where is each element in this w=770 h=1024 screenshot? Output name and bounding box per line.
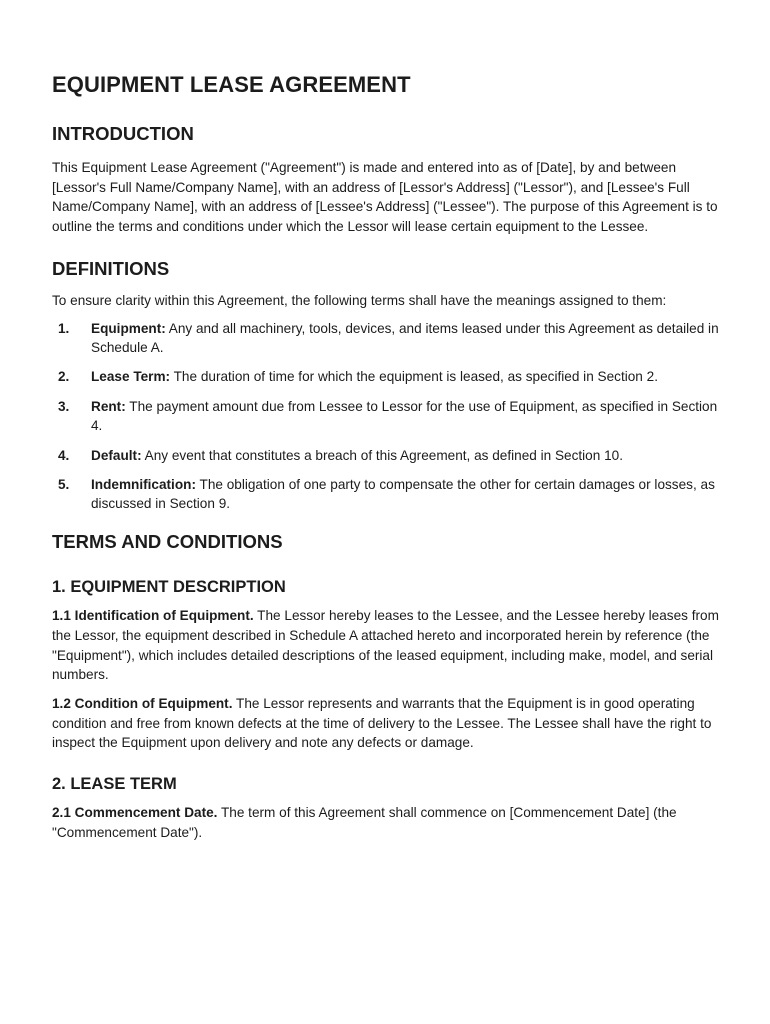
definition-term: Equipment: <box>91 320 166 336</box>
list-item <box>52 397 720 436</box>
definition-text: The duration of time for which the equipment is leased, as specified in Section 2. <box>170 369 658 385</box>
definition-text: Any event that constitutes a breach of this Agreement, as defined in Section 10. <box>141 447 623 463</box>
list-item <box>52 367 720 387</box>
clause-1-1 <box>52 606 720 685</box>
definition-text: Any and all machinery, tools, devices, and items leased under this Agreement as detailed in Schedule A. <box>91 320 719 356</box>
introduction-paragraph: This Equipment Lease Agreement ("Agreement") is made and entered into as of [Date], by and between [Lessor's Full Name/Company Name], with an address of [Lessor's Address] ("Lessor"), and [Lessee's Full Name/Company Name], with an address of [Lessee's Address] ("Lessee"). The purpose of this Agreement is to outline the terms and conditions under which the Lessor will lease certain equipment to the Lessee. <box>52 160 718 235</box>
clause-text: The Lessor represents and warrants that the Equipment is in good operating condition and free from known defects at the time of delivery to the Lessee. The Lessee shall have the right to inspect the Equipment upon delivery and note any defects or damage. <box>52 695 712 751</box>
clause-1-2 <box>52 694 720 753</box>
list-item <box>52 319 720 358</box>
document-title: EQUIPMENT LEASE AGREEMENT <box>52 72 411 97</box>
list-item <box>52 475 720 514</box>
clause-label: 2.1 Commencement Date. <box>52 805 218 821</box>
list-item-number: 5. <box>58 476 70 492</box>
list-item-number: 1. <box>58 320 70 336</box>
list-item <box>52 446 720 466</box>
definition-term: Indemnification: <box>91 476 196 492</box>
section-2-heading: 2. LEASE TERM <box>52 775 177 794</box>
clause-label: 1.2 Condition of Equipment. <box>52 695 233 711</box>
definition-term: Lease Term: <box>91 369 171 385</box>
definition-term: Rent: <box>91 398 126 414</box>
terms-heading: TERMS AND CONDITIONS <box>52 531 283 553</box>
introduction-heading: INTRODUCTION <box>52 123 194 144</box>
section-1-heading: 1. EQUIPMENT DESCRIPTION <box>52 578 286 597</box>
clause-text: The term of this Agreement shall commence on [Commencement Date] (the "Commencement Date"). <box>52 805 677 840</box>
list-item-number: 3. <box>58 398 70 414</box>
clause-text: The Lessor hereby leases to the Lessee, and the Lessee hereby leases from the Lessor, the equipment described in Schedule A attached hereto and incorporated herein by reference (the "Equipment"), which includes detailed descriptions of the leased equipment, including make, model, and serial numbers. <box>52 608 719 683</box>
document-page <box>52 70 720 842</box>
definitions-heading: DEFINITIONS <box>52 257 170 279</box>
list-item-number: 2. <box>58 369 70 385</box>
clause-2-1 <box>52 803 720 842</box>
definition-term: Default: <box>91 447 142 463</box>
definition-text: The obligation of one party to compensate the other for certain damages or losses, as discussed in Section 9. <box>91 476 715 512</box>
definitions-intro: To ensure clarity within this Agreement, the following terms shall have the meanings assigned to them: <box>52 292 667 308</box>
list-item-number: 4. <box>58 447 70 463</box>
definitions-list <box>52 319 720 515</box>
clause-label: 1.1 Identification of Equipment. <box>52 608 254 624</box>
definition-text: The payment amount due from Lessee to Lessor for the use of Equipment, as specified in Section 4. <box>91 398 718 434</box>
